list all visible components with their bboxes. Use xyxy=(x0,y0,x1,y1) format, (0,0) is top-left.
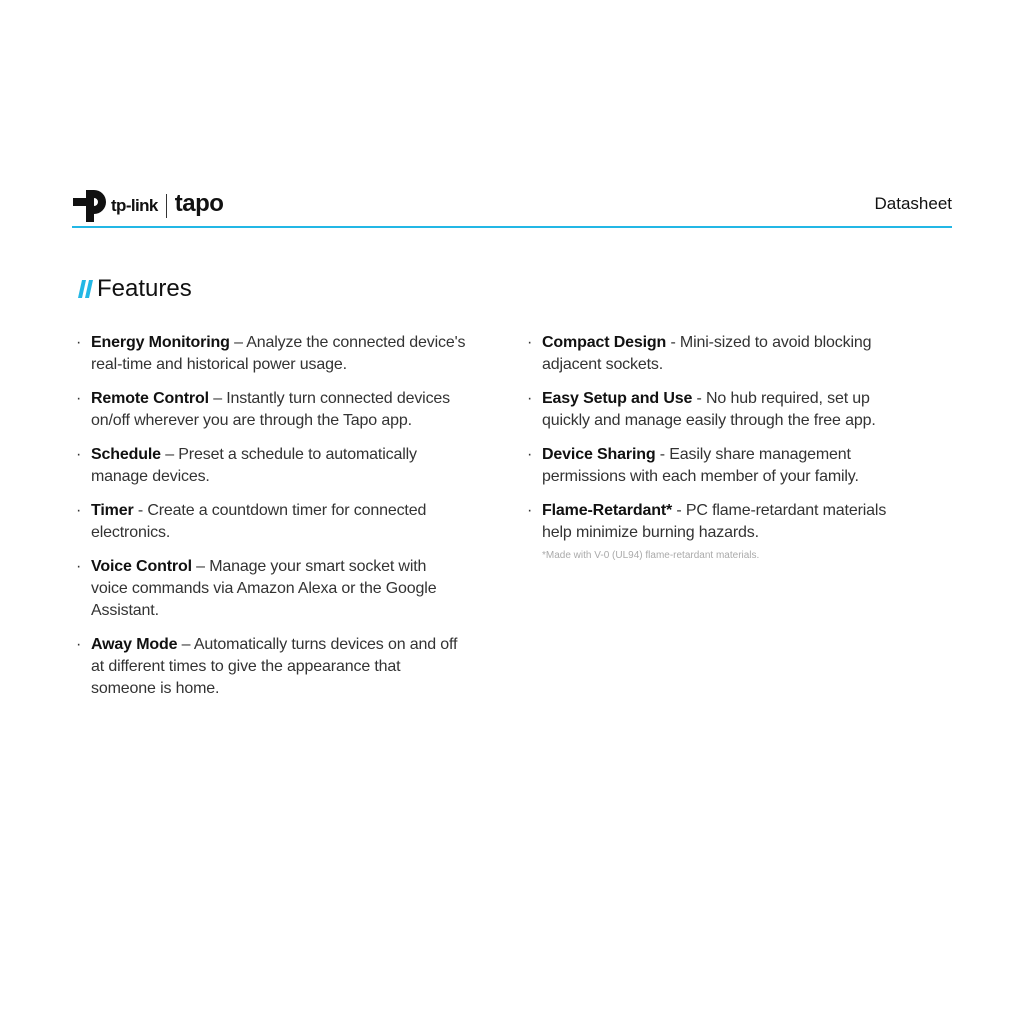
bullet: · xyxy=(527,446,533,463)
feature-description: – Instantly turn connected devices on/off wherever you are through the Tapo app. xyxy=(91,390,451,429)
bullet: · xyxy=(76,502,82,519)
bullet: · xyxy=(76,446,82,463)
feature-title: Flame-Retardant* xyxy=(542,502,673,519)
feature-title: Away Mode xyxy=(91,636,178,653)
bullet: · xyxy=(527,390,533,407)
feature-item xyxy=(76,500,466,544)
features-list-right xyxy=(527,332,917,561)
feature-title: Remote Control xyxy=(91,390,209,407)
feature-item xyxy=(76,556,466,622)
feature-title: Energy Monitoring xyxy=(91,334,230,351)
tp-link-logo-icon xyxy=(72,188,108,224)
bullet: · xyxy=(527,334,533,351)
feature-item xyxy=(527,388,917,432)
feature-item xyxy=(76,388,466,432)
document-type-label: Datasheet xyxy=(874,194,952,213)
feature-description: – Automatically turns devices on and off at different times to give the appearance that someone is home. xyxy=(91,636,458,697)
bullet: · xyxy=(76,334,82,351)
feature-title: Voice Control xyxy=(91,558,192,575)
feature-item xyxy=(527,444,917,488)
feature-description: - No hub required, set up quickly and manage easily through the free app. xyxy=(542,390,876,429)
feature-description: - PC flame-retardant materials help minimize burning hazards. xyxy=(542,502,887,541)
feature-item xyxy=(76,634,466,700)
feature-item xyxy=(76,444,466,488)
feature-description: – Analyze the connected device's real-time and historical power usage. xyxy=(91,334,466,373)
bullet: · xyxy=(76,390,82,407)
footnote: *Made with V-0 (UL94) flame-retardant materials. xyxy=(542,550,760,561)
feature-title: Schedule xyxy=(91,446,161,463)
tp-link-tapo-logo xyxy=(72,188,223,224)
page-title: Features xyxy=(97,275,192,302)
feature-description: - Create a countdown timer for connected electronics. xyxy=(91,502,427,541)
logo-divider xyxy=(166,194,167,218)
double-slash-icon xyxy=(78,280,94,298)
feature-title: Timer xyxy=(91,502,134,519)
tapo-wordmark: tapo xyxy=(174,190,224,217)
header-divider xyxy=(72,226,952,228)
section-heading xyxy=(78,275,192,303)
bullet: · xyxy=(76,636,82,653)
feature-description: – Manage your smart socket with voice commands via Amazon Alexa or the Google Assistant. xyxy=(91,558,437,619)
tp-link-wordmark: tp-link xyxy=(111,196,158,215)
feature-title: Compact Design xyxy=(542,334,667,351)
bullet: · xyxy=(527,502,533,519)
feature-title: Easy Setup and Use xyxy=(542,390,693,407)
feature-item xyxy=(76,332,466,376)
feature-description: – Preset a schedule to automatically manage devices. xyxy=(91,446,417,485)
feature-description: - Mini-sized to avoid blocking adjacent sockets. xyxy=(542,334,872,373)
bullet: · xyxy=(76,558,82,575)
feature-item xyxy=(527,500,917,544)
features-list-left xyxy=(76,332,466,712)
feature-description: - Easily share management permissions with each member of your family. xyxy=(542,446,859,485)
feature-title: Device Sharing xyxy=(542,446,656,463)
feature-item xyxy=(527,332,917,376)
